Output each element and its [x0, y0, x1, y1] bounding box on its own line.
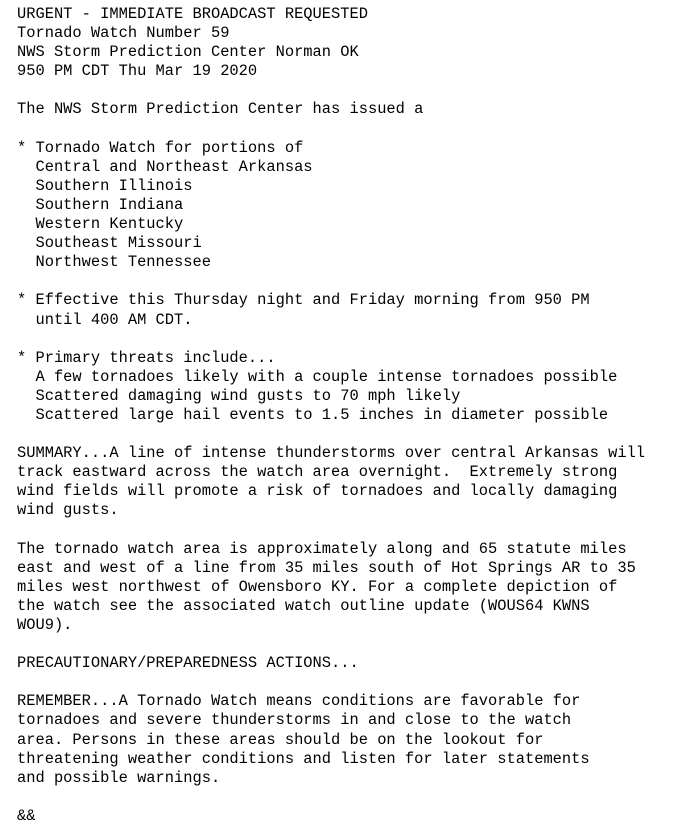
bulletin-line: and possible warnings. — [17, 768, 221, 787]
bulletin-line: * Tornado Watch for portions of — [17, 138, 304, 157]
bulletin-line — [17, 788, 687, 807]
bulletin-line: Western Kentucky — [17, 215, 184, 234]
bulletin-line — [17, 330, 687, 349]
bulletin-line: The tornado watch area is approximately along and 65 statute miles — [17, 539, 627, 558]
bulletin-line: NWS Storm Prediction Center Norman OK — [17, 43, 359, 62]
bulletin-line: REMEMBER...A Tornado Watch means conditions are favorable for — [17, 692, 581, 711]
bulletin-line: Tornado Watch Number 59 — [17, 24, 230, 43]
bulletin-line — [17, 635, 687, 654]
bulletin-line: tornadoes and severe thunderstorms in and close to the watch — [17, 711, 572, 730]
bulletin-line: Scattered damaging wind gusts to 70 mph likely — [17, 386, 461, 405]
bulletin-line: east and west of a line from 35 miles south of Hot Springs AR to 35 — [17, 558, 636, 577]
bulletin-line: * Effective this Thursday night and Friday morning from 950 PM — [17, 291, 590, 310]
bulletin-line — [17, 272, 687, 291]
bulletin-text — [17, 5, 687, 826]
bulletin-line: && — [17, 806, 36, 825]
bulletin-line: wind gusts. — [17, 501, 119, 520]
bulletin-line: wind fields will promote a risk of tornadoes and locally damaging — [17, 482, 618, 501]
bulletin-line: area. Persons in these areas should be on the lookout for — [17, 730, 544, 749]
bulletin-line: WOU9). — [17, 616, 73, 634]
bulletin-line: * Primary threats include... — [17, 348, 276, 367]
bulletin-line: miles west northwest of Owensboro KY. For a complete depiction of — [17, 577, 618, 596]
bulletin-line: until 400 AM CDT. — [17, 310, 193, 329]
bulletin-line: SUMMARY...A line of intense thunderstorms over central Arkansas will — [17, 444, 646, 463]
bulletin-line — [17, 81, 687, 100]
bulletin-line: 950 PM CDT Thu Mar 19 2020 — [17, 62, 258, 81]
bulletin-line: track eastward across the watch area overnight. Extremely strong — [17, 463, 618, 482]
bulletin-line: A few tornadoes likely with a couple intense tornadoes possible — [17, 367, 618, 386]
bulletin-line: The NWS Storm Prediction Center has issued a — [17, 100, 424, 119]
bulletin-line: URGENT - IMMEDIATE BROADCAST REQUESTED — [17, 5, 368, 23]
bulletin-line: the watch see the associated watch outline update (WOUS64 KWNS — [17, 596, 590, 615]
bulletin-line — [17, 425, 687, 444]
bulletin-line: Central and Northeast Arkansas — [17, 157, 313, 176]
bulletin-line — [17, 120, 687, 139]
bulletin-line: PRECAUTIONARY/PREPAREDNESS ACTIONS... — [17, 654, 359, 673]
bulletin-line: threatening weather conditions and listen for later statements — [17, 749, 590, 768]
bulletin-line: Southern Illinois — [17, 176, 193, 195]
bulletin-line — [17, 673, 687, 692]
bulletin-line — [17, 521, 687, 540]
bulletin-line: Southeast Missouri — [17, 234, 202, 253]
bulletin-line: Scattered large hail events to 1.5 inches in diameter possible — [17, 405, 609, 424]
bulletin-line: Southern Indiana — [17, 195, 184, 214]
bulletin-line: Northwest Tennessee — [17, 253, 211, 272]
